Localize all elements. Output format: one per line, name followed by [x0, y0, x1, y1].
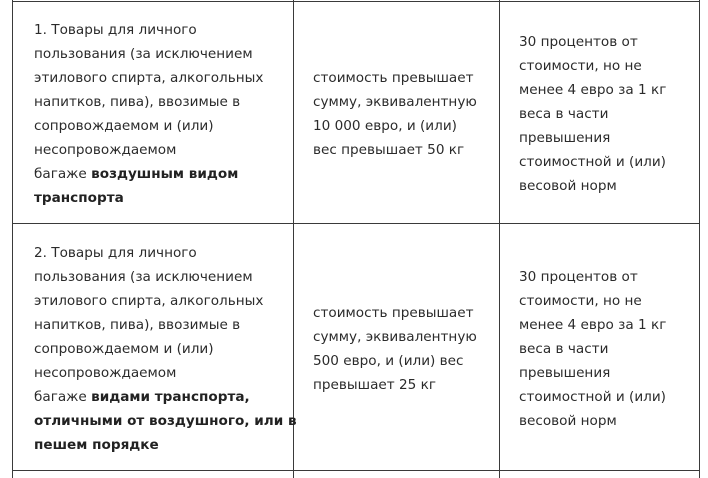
text-line	[34, 162, 263, 186]
text-line: сопровождаемом и (или)	[34, 341, 214, 357]
text-line: весовой норм	[519, 413, 617, 429]
bold-text: видами транспорта,	[91, 389, 250, 405]
row-2-rate	[519, 265, 666, 433]
text-line: веса в части	[519, 106, 609, 122]
text-line: стоимость превышает	[313, 70, 474, 86]
text-line: превышения	[519, 130, 611, 146]
row-1-rate	[519, 30, 666, 198]
text-line	[34, 409, 297, 433]
text-line: напитков, пива), ввозимые в	[34, 317, 241, 333]
row-2-description	[34, 241, 297, 457]
table-top-border	[13, 1, 699, 2]
text-line: пользования (за исключением	[34, 269, 253, 285]
text-line: этилового спирта, алкогольных	[34, 70, 264, 86]
row-1-description	[34, 18, 263, 210]
text-fragment: багаже	[34, 389, 92, 405]
text-line: стоимость превышает	[313, 305, 474, 321]
text-line: менее 4 евро за 1 кг	[519, 317, 667, 333]
text-line: менее 4 евро за 1 кг	[519, 82, 667, 98]
text-line: стоимости, но не	[519, 293, 642, 309]
text-line: несопровождаемом	[34, 142, 177, 158]
bold-text: воздушным видом	[91, 166, 239, 182]
text-fragment: багаже	[34, 166, 92, 182]
text-line: стоимостной и (или)	[519, 389, 666, 405]
text-line: превышает 25 кг	[313, 377, 436, 393]
text-line: сумму, эквивалентную	[313, 94, 477, 110]
row-divider	[13, 223, 699, 224]
bold-text: пешем порядке	[34, 437, 159, 453]
text-line: сопровождаемом и (или)	[34, 118, 214, 134]
text-line	[34, 433, 297, 457]
text-line: весовой норм	[519, 178, 617, 194]
text-line: напитков, пива), ввозимые в	[34, 94, 241, 110]
text-line: 30 процентов от	[519, 34, 638, 50]
text-line: этилового спирта, алкогольных	[34, 293, 264, 309]
text-line: вес превышает 50 кг	[313, 142, 465, 158]
text-line: 500 евро, и (или) вес	[313, 353, 464, 369]
duty-table	[12, 0, 700, 478]
text-line: пользования (за исключением	[34, 46, 253, 62]
text-line: 2. Товары для личного	[34, 245, 197, 261]
text-line: сумму, эквивалентную	[313, 329, 477, 345]
text-line: веса в части	[519, 341, 609, 357]
text-line: 1. Товары для личного	[34, 22, 197, 38]
text-line	[34, 385, 297, 409]
text-line	[34, 186, 263, 210]
text-line: несопровождаемом	[34, 365, 177, 381]
text-line: 10 000 евро, и (или)	[313, 118, 457, 134]
bold-text: транспорта	[34, 190, 124, 206]
text-line: стоимости, но не	[519, 58, 642, 74]
text-line: стоимостной и (или)	[519, 154, 666, 170]
text-line: превышения	[519, 365, 611, 381]
bold-text: отличными от воздушного, или в	[34, 413, 297, 429]
row-2-condition	[313, 301, 477, 397]
column-divider	[499, 0, 500, 478]
row-1-condition	[313, 66, 477, 162]
row-divider	[13, 470, 699, 471]
text-line: 30 процентов от	[519, 269, 638, 285]
